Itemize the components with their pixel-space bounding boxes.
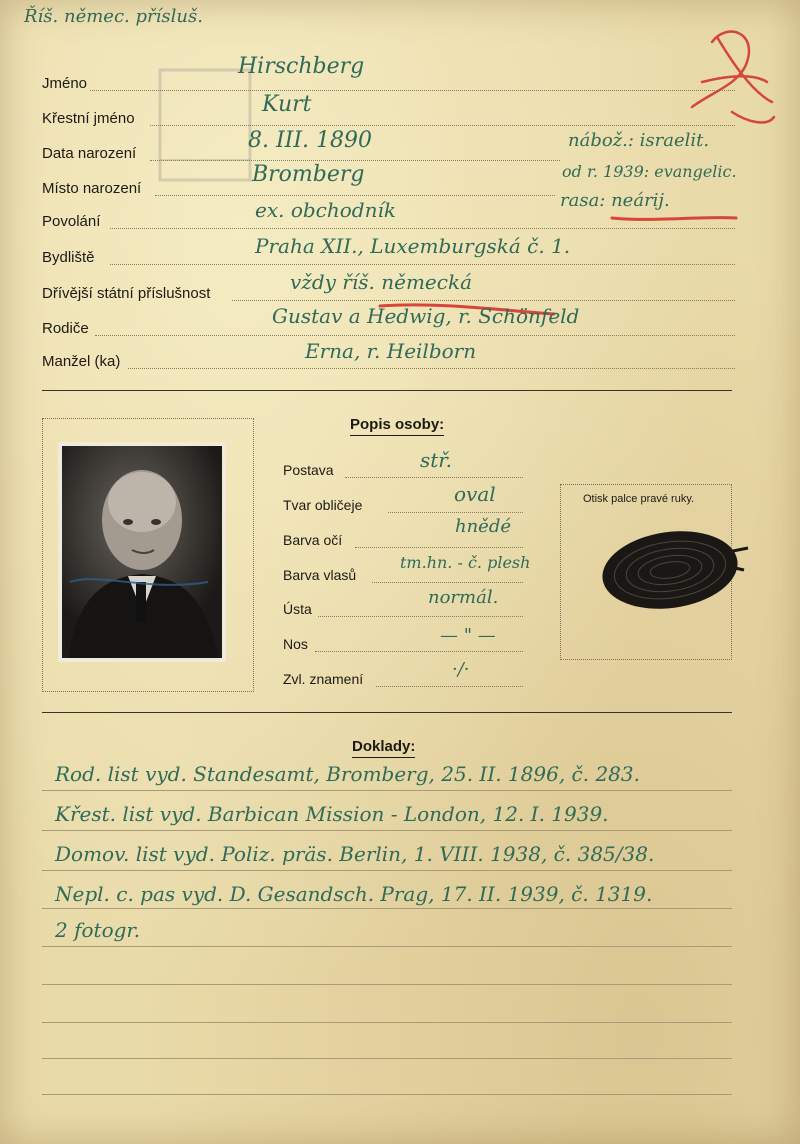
ruled-line (42, 830, 732, 831)
dotted-line (95, 335, 735, 336)
thumbprint-label: Otisk palce pravé ruky. (583, 493, 695, 505)
dotted-line (150, 125, 735, 126)
dotted-line (110, 264, 735, 265)
value-usta: normál. (428, 587, 499, 608)
ruled-line (42, 870, 732, 871)
ruled-line (42, 1058, 732, 1059)
document-line: Domov. list vyd. Poliz. präs. Berlin, 1. VIII. 1938, č. 385/38. (55, 842, 655, 866)
value-barva-vlasu: tm.hn. - č. plesh (400, 553, 531, 572)
side-note-race: rasa: neárij. (560, 190, 670, 211)
dotted-line (155, 195, 555, 196)
ruled-line (42, 790, 732, 791)
ruled-line (42, 984, 732, 985)
value-bydliste: Praha XII., Luxemburgská č. 1. (255, 234, 571, 258)
label-tvar-obliceje: Tvar obličeje (283, 497, 363, 513)
ruled-line (42, 908, 732, 909)
portrait-photo (58, 442, 226, 662)
label-barva-oci: Barva očí (283, 532, 343, 548)
label-bydliste: Bydliště (42, 249, 95, 266)
dotted-line (355, 547, 523, 548)
value-jmeno: Hirschberg (238, 54, 365, 79)
red-underline (610, 212, 740, 226)
dotted-line (90, 90, 735, 91)
document-line: Rod. list vyd. Standesamt, Bromberg, 25. II. 1896, č. 283. (55, 762, 640, 786)
description-title: Popis osoby: (350, 416, 445, 433)
document-line: Křest. list vyd. Barbican Mission - London, 12. I. 1939. (55, 802, 609, 826)
label-jmeno: Jméno (42, 75, 88, 92)
value-misto-narozeni: Bromberg (252, 162, 365, 187)
dotted-line (110, 228, 735, 229)
label-usta: Ústa (283, 601, 312, 617)
label-krestni-jmeno: Křestní jméno (42, 110, 135, 127)
ruled-line (42, 1022, 732, 1023)
label-datum-narozeni: Data narození (42, 145, 137, 162)
document-line: Nepl. c. pas vyd. D. Gesandsch. Prag, 17. II. 1939, č. 1319. (55, 882, 653, 906)
dotted-line (128, 368, 735, 369)
label-rodice: Rodiče (42, 320, 89, 337)
dotted-line (345, 477, 523, 478)
label-drivejsi-prislusnost: Dřívější státní příslušnost (42, 285, 211, 302)
label-manzel: Manžel (ka) (42, 353, 121, 370)
thumbprint (598, 522, 754, 622)
value-postava: stř. (420, 448, 453, 472)
label-postava: Postava (283, 462, 334, 478)
value-nos: — " — (440, 625, 496, 646)
dotted-line (318, 616, 523, 617)
value-drivejsi-prislusnost: vždy říš. německá (290, 270, 472, 294)
value-tvar-obliceje: oval (454, 482, 496, 506)
side-note-since-1939: od r. 1939: evangelic. (562, 162, 737, 181)
nationality-note: Říš. němec. přísluš. (24, 6, 203, 27)
dotted-line (376, 686, 523, 687)
side-note-religion: nábož.: israelit. (568, 130, 710, 151)
label-nos: Nos (283, 636, 308, 652)
section-divider (42, 712, 732, 713)
ruled-line (42, 1094, 732, 1095)
ruled-line (42, 946, 732, 947)
dotted-line (315, 651, 523, 652)
value-povolani: ex. obchodník (255, 198, 396, 222)
value-manzel: Erna, r. Heilborn (305, 339, 477, 363)
value-krestni-jmeno: Kurt (262, 92, 312, 117)
label-povolani: Povolání (42, 213, 101, 230)
label-barva-vlasu: Barva vlasů (283, 567, 357, 583)
document-line: 2 fotogr. (55, 918, 141, 942)
value-rodice: Gustav a Hedwig, r. Schönfeld (272, 304, 580, 328)
value-barva-oci: hnědé (455, 516, 512, 537)
documents-title: Doklady: (352, 738, 416, 755)
label-misto-narozeni: Místo narození (42, 180, 142, 197)
dotted-line (372, 582, 523, 583)
value-datum-narozeni: 8. III. 1890 (248, 128, 373, 153)
dotted-line (150, 160, 560, 161)
value-zvl-znameni: ·/· (452, 659, 470, 680)
red-pencil-mark (672, 22, 782, 137)
label-zvl-znameni: Zvl. znamení (283, 671, 364, 687)
section-divider (42, 390, 732, 391)
dotted-line (388, 512, 523, 513)
